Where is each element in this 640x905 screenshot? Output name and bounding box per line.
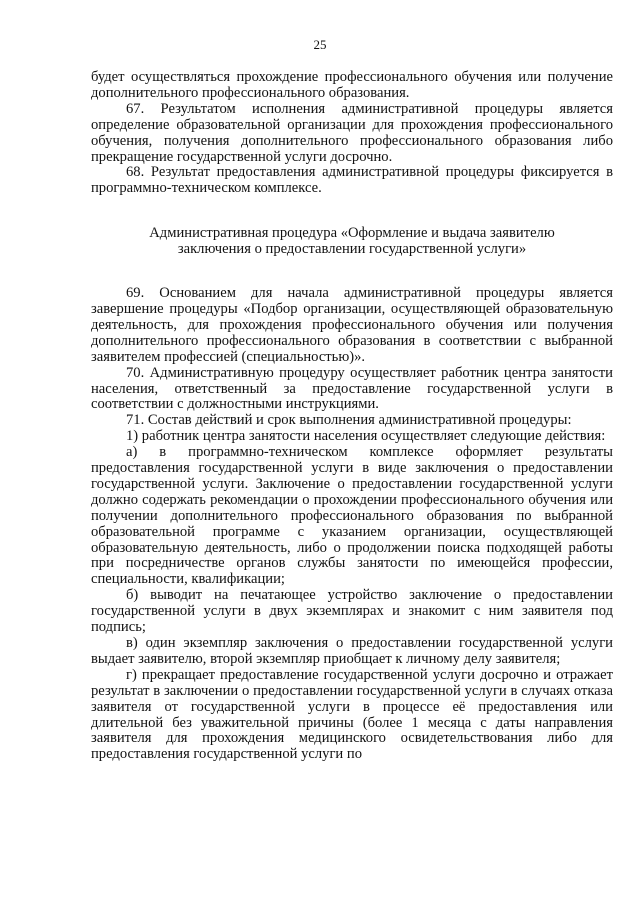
paragraph-68: 68. Результат предоставления административной процедуры фиксируется в программно-техническом комплексе. [91,164,613,197]
paragraph-71: 71. Состав действий и срок выполнения административной процедуры: [126,412,572,429]
section-heading-line1: Административная процедура «Оформление и выдача заявителю [149,225,555,242]
paragraph-67: 67. Результатом исполнения административной процедуры является определение образовательной организации для прохождения профессионального обучения, получения дополнительного профессионального образования либо прекращение государственной услуги досрочно. [91,100,613,165]
paragraph-70: 70. Административную процедуру осуществляет работник центра занятости населения, ответственный за предоставление государственной услуги в соответствии с должностными инструкциями. [91,364,613,413]
list-item-1: 1) работник центра занятости населения осуществляет следующие действия: [126,428,606,445]
list-item-a: а) в программно-техническом комплексе оформляет результаты предоставления государственной услуги в виде заключения о предоставлении государственной услуги. Заключение о предоставлении государственной услуги должно содержать рекомендации о прохождении профессионального обучения или получении дополнительного профессионального образования по выбранной образовательной программе с указанием организации, осуществляющей образовательную деятельность, либо о продолжении поиска подходящей работы при посредничестве органов службы занятости по имеющейся профессии, специальности, квалификации; [91,444,613,588]
list-item-v: в) один экземпляр заключения о предоставлении государственной услуги выдает заявителю, второй экземпляр приобщает к личному делу заявителя; [91,635,613,667]
list-item-b: б) выводит на печатающее устройство заключение о предоставлении государственной услуги в двух экземплярах и знакомит с ним заявителя под подпись; [91,587,613,636]
section-heading [91,226,613,258]
list-item-g: г) прекращает предоставление государственной услуги досрочно и отражает результат в заключении о предоставлении государственной услуги в случаях отказа заявителя от государственной услуги в процессе её предоставления или длительной без уважительной причины (более 1 месяца с даты направления заявителя для прохождения медицинского освидетельствования либо для предоставления государственной услуги по [91,666,613,763]
section-heading-line2: заключения о предоставлении государственной услуги» [177,241,527,258]
page-number: 25 [313,37,327,52]
document-body [91,70,613,763]
paragraph-continuation: будет осуществляться прохождение профессионального обучения или получение дополнительного профессионального образования. [91,69,613,101]
paragraph-69: 69. Основанием для начала административной процедуры является завершение процедуры «Подбор организации, осуществляющей образовательную деятельность, для прохождения профессионального обучения или получения дополнительного профессионального образования в соответствии с выбранной заявителем профессией (специальностью)». [91,285,613,365]
